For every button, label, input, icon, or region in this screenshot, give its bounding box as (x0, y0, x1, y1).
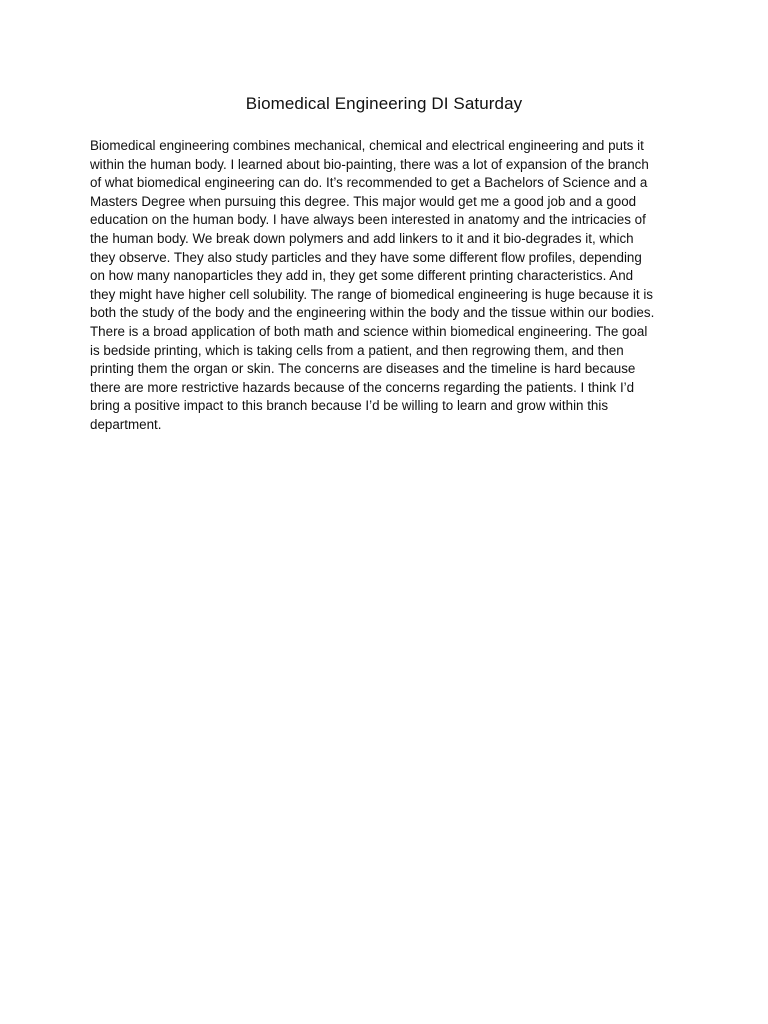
body-line: Biomedical engineering combines mechanical, chemical and electrical engineering and puts it (90, 138, 644, 153)
document-title: Biomedical Engineering DI Saturday (245, 94, 523, 113)
body-line: Masters Degree when pursuing this degree. This major would get me a good job and a good (90, 193, 637, 209)
body-line: they observe. They also study particles and they have some different flow profiles, depending (90, 249, 642, 265)
body-line: There is a broad application of both math and science within biomedical engineering. The goal (90, 323, 648, 339)
body-line: education on the human body. I have always been interested in anatomy and the intricacies of (90, 212, 646, 228)
body-line: both the study of the body and the engineering within the body and the tissue within our bodies. (90, 305, 655, 321)
body-line: within the human body. I learned about bio-painting, there was a lot of expansion of the branch (90, 156, 649, 172)
body-line: bring a positive impact to this branch because I’d be willing to learn and grow within this (90, 398, 609, 414)
body-line: is bedside printing, which is taking cells from a patient, and then regrowing them, and then (90, 342, 624, 358)
body-line: of what biomedical engineering can do. It’s recommended to get a Bachelors of Science and a (90, 175, 648, 191)
body-line: printing them the organ or skin. The concerns are diseases and the timeline is hard because (90, 361, 636, 377)
body-line: the human body. We break down polymers and add linkers to it and it bio-degrades it, which (90, 230, 634, 246)
body-line: they might have higher cell solubility. The range of biomedical engineering is huge because it is (90, 286, 653, 302)
body-line: there are more restrictive hazards because of the concerns regarding the patients. I think I’d (90, 379, 635, 395)
body-line: on how many nanoparticles they add in, they get some different printing characteristics. And (90, 268, 634, 284)
body-line: department. (90, 416, 162, 432)
document-body (90, 137, 690, 435)
